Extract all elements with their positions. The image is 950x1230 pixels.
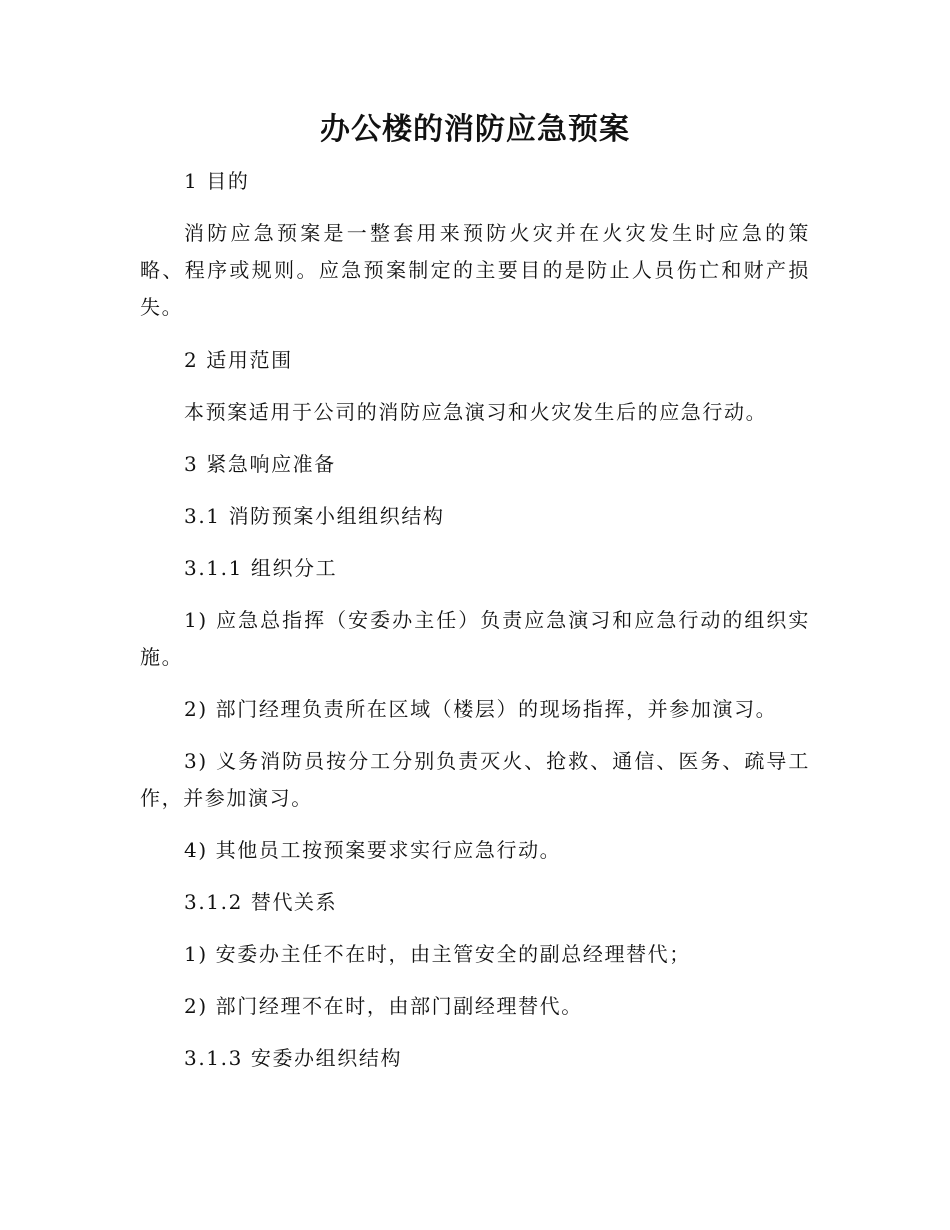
list-item-volunteer-firefighters: 3) 义务消防员按分工分别负责灭火、抢救、通信、医务、疏导工作，并参加演习。 bbox=[140, 749, 810, 810]
subsection-heading-substitution: 3.1.2 替代关系 bbox=[184, 890, 338, 914]
paragraph-purpose-text: 消防应急预案是一整套用来预防火灾并在火灾发生时应急的策略、程序或规则。应急预案制定的主要目的是防止人员伤亡和财产损失。 bbox=[140, 221, 810, 319]
list-item-commander: 1) 应急总指挥（安委办主任）负责应急演习和应急行动的组织实施。 bbox=[140, 608, 810, 669]
subsection-heading-safety-office-structure: 3.1.3 安委办组织结构 bbox=[184, 1046, 403, 1070]
section-heading-emergency-prep: 3 紧急响应准备 bbox=[184, 452, 336, 476]
list-item-department-manager: 2) 部门经理负责所在区域（楼层）的现场指挥，并参加演习。 bbox=[184, 697, 778, 721]
section-heading-purpose: 1 目的 bbox=[184, 169, 250, 193]
document-title: 办公楼的消防应急预案 bbox=[320, 112, 630, 147]
list-item-substitute-director: 1) 安委办主任不在时，由主管安全的副总经理替代； bbox=[184, 942, 691, 966]
list-item-other-staff: 4) 其他员工按预案要求实行应急行动。 bbox=[184, 838, 562, 862]
list-item-substitute-manager: 2) 部门经理不在时，由部门副经理替代。 bbox=[184, 994, 583, 1018]
section-heading-scope: 2 适用范围 bbox=[184, 348, 293, 372]
subsection-heading-division-of-labor: 3.1.1 组织分工 bbox=[184, 556, 338, 580]
document-body bbox=[140, 163, 810, 1077]
subsection-heading-team-structure: 3.1 消防预案小组组织结构 bbox=[184, 504, 445, 528]
paragraph-scope-text: 本预案适用于公司的消防应急演习和火灾发生后的应急行动。 bbox=[184, 400, 768, 424]
